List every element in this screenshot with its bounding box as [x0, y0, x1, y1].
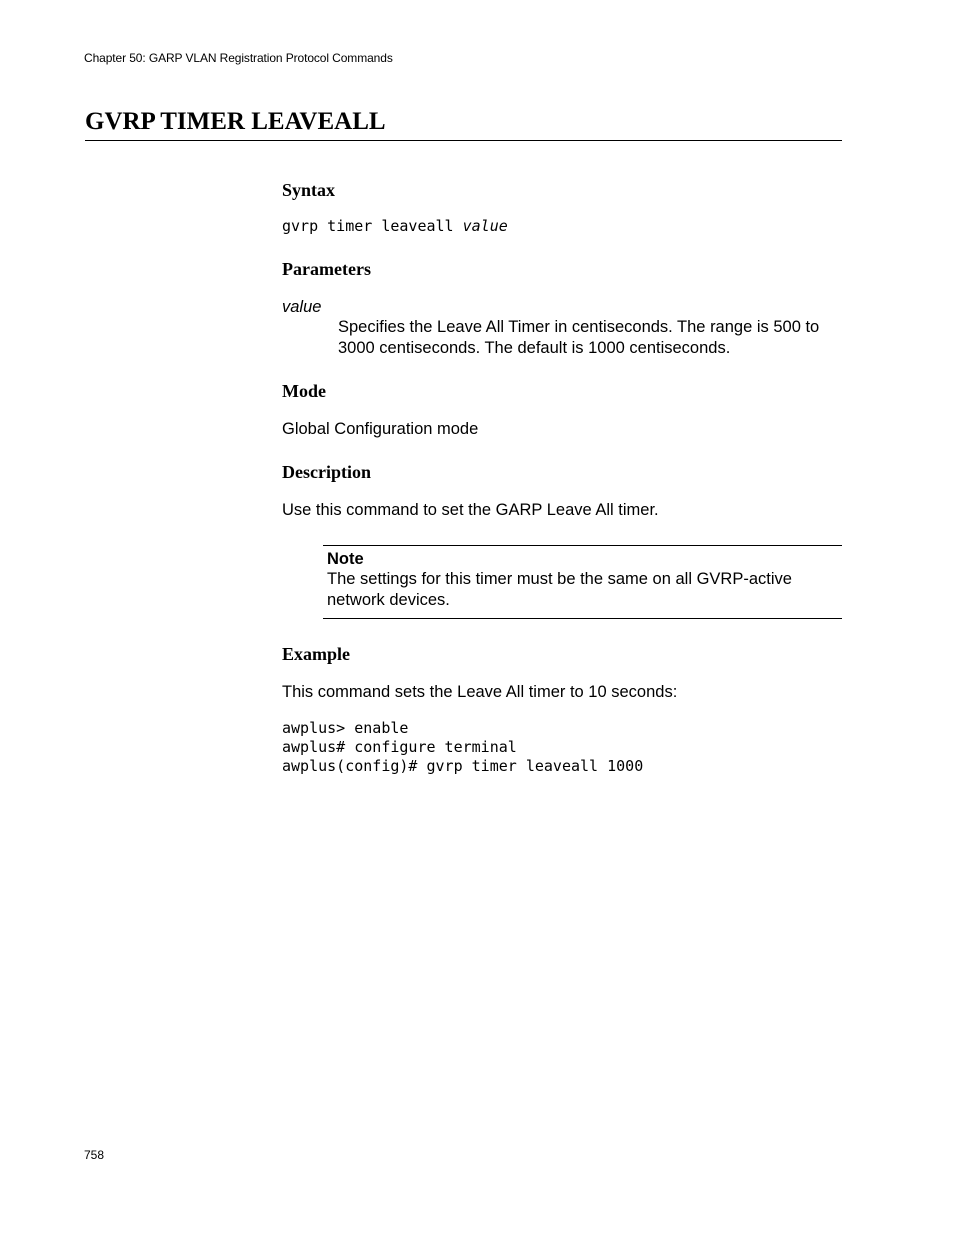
mode-heading: Mode [282, 381, 326, 401]
syntax-command [282, 217, 508, 236]
syntax-heading: Syntax [282, 180, 336, 200]
parameter-name: value [282, 298, 322, 316]
example-heading: Example [282, 644, 351, 664]
example-intro: This command sets the Leave All timer to 10 seconds: [282, 683, 678, 701]
description-heading: Description [282, 462, 371, 482]
example-code-line: awplus# configure terminal [282, 738, 517, 756]
page-title: GVRP TIMER LEAVEALL [85, 106, 842, 141]
parameters-heading: Parameters [282, 259, 371, 279]
note-box [323, 545, 842, 619]
running-header: Chapter 50: GARP VLAN Registration Protocol Commands [84, 51, 393, 65]
syntax-command-text: gvrp timer leaveall [282, 217, 463, 235]
syntax-argument: value [462, 217, 508, 235]
note-text: The settings for this timer must be the same on all GVRP-active network devices. [327, 570, 792, 609]
parameter-description: Specifies the Leave All Timer in centiseconds. The range is 500 to 3000 centiseconds. The default is 1000 centiseconds. [338, 318, 820, 357]
example-code-line: awplus(config)# gvrp timer leaveall 1000 [282, 757, 644, 775]
description-text: Use this command to set the GARP Leave All timer. [282, 501, 659, 519]
page-number: 758 [84, 1148, 105, 1162]
example-code-line: awplus> enable [282, 719, 409, 737]
mode-text: Global Configuration mode [282, 420, 479, 438]
note-title: Note [327, 550, 364, 568]
